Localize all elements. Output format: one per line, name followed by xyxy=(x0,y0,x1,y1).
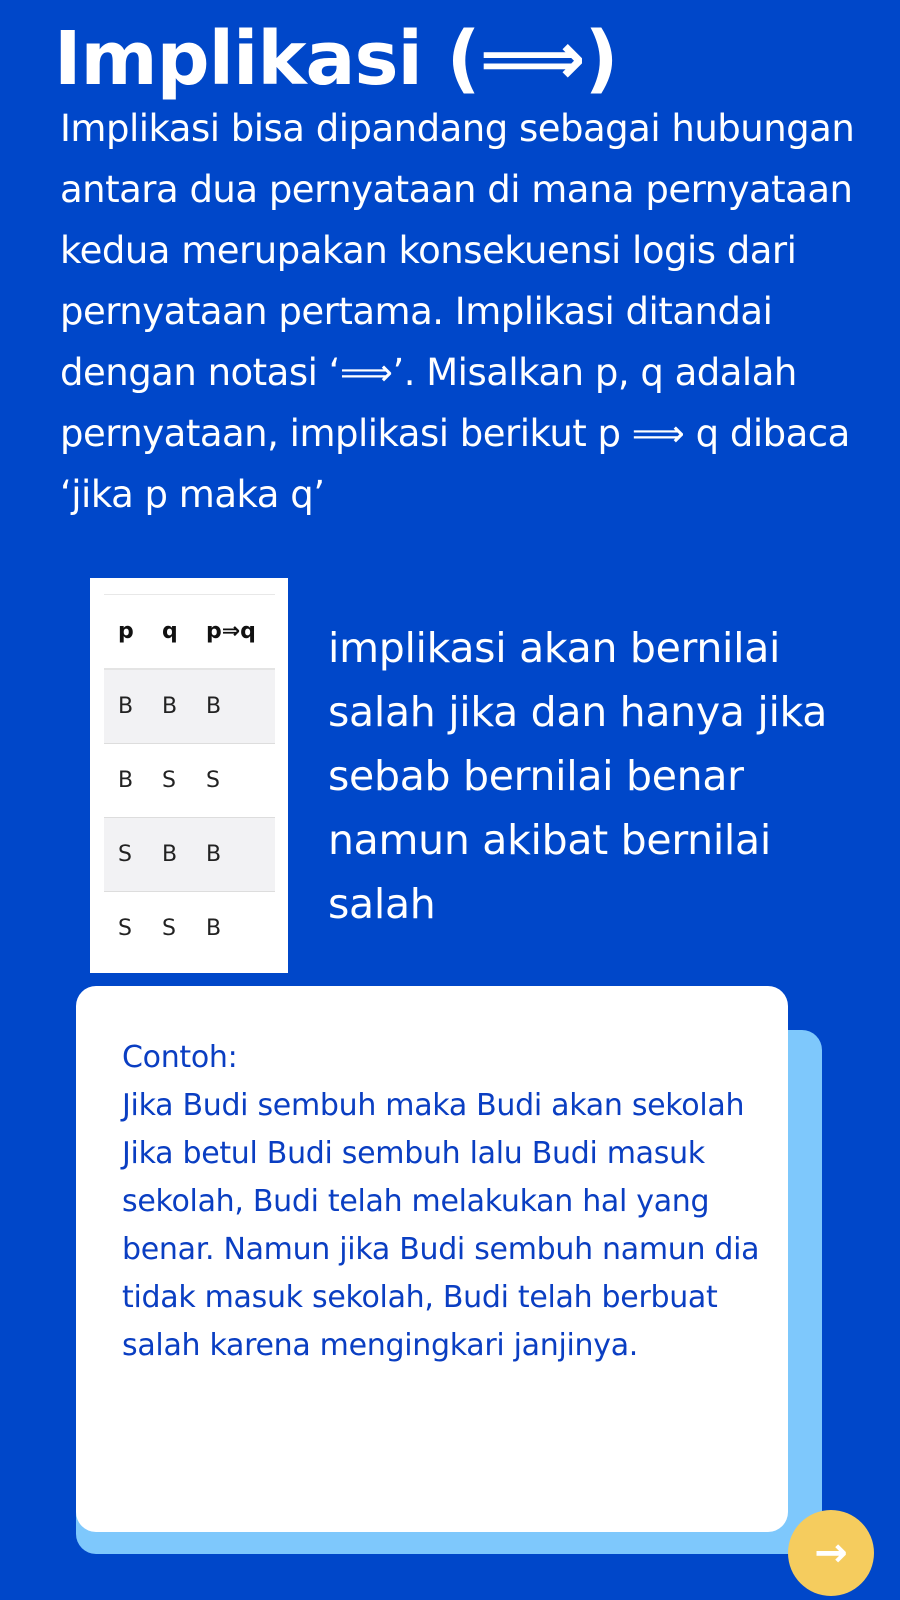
table-row xyxy=(104,744,275,818)
truth-table-header-implication: p⇒q xyxy=(192,595,275,670)
table-cell: B xyxy=(192,669,275,744)
table-row xyxy=(104,892,275,966)
table-cell: S xyxy=(104,818,148,892)
implication-rule-note: implikasi akan bernilai salah jika dan hanya jika sebab bernilai benar namun akibat bernilai salah xyxy=(328,624,828,928)
table-cell: B xyxy=(192,892,275,966)
page-title: Implikasi (⟹) xyxy=(54,16,618,102)
truth-table xyxy=(104,594,275,965)
example-explanation: Jika betul Budi sembuh lalu Budi masuk sekolah, Budi telah melakukan hal yang benar. Namun jika Budi sembuh namun dia tidak masuk sekolah, Budi telah berbuat salah karena mengingkari janjinya. xyxy=(122,1136,760,1363)
table-cell: S xyxy=(104,892,148,966)
table-cell: S xyxy=(192,744,275,818)
example-text xyxy=(122,1034,762,1370)
truth-table-header-p: p xyxy=(104,595,148,670)
table-cell: S xyxy=(148,892,192,966)
table-cell: B xyxy=(192,818,275,892)
truth-table-header-row xyxy=(104,595,275,670)
next-button[interactable] xyxy=(788,1510,874,1596)
truth-table-card xyxy=(90,578,288,973)
table-cell: B xyxy=(148,669,192,744)
truth-table-header-q: q xyxy=(148,595,192,670)
arrow-right-icon: → xyxy=(814,1530,848,1576)
example-statement: Jika Budi sembuh maka Budi akan sekolah xyxy=(122,1088,745,1123)
intro-paragraph: Implikasi bisa dipandang sebagai hubungan antara dua pernyataan di mana pernyataan kedua merupakan konsekuensi logis dari pernyataan pertama. Implikasi ditandai dengan notasi ‘⟹’. Misalkan p, q adalah pernyataan, implikasi berikut p ⟹ q dibaca ‘jika p maka q’ xyxy=(60,107,855,516)
table-row xyxy=(104,818,275,892)
example-heading: Contoh: xyxy=(122,1040,238,1075)
table-cell: B xyxy=(148,818,192,892)
table-cell: S xyxy=(148,744,192,818)
example-card xyxy=(76,986,788,1532)
table-cell: B xyxy=(104,669,148,744)
table-row xyxy=(104,669,275,744)
table-cell: B xyxy=(104,744,148,818)
